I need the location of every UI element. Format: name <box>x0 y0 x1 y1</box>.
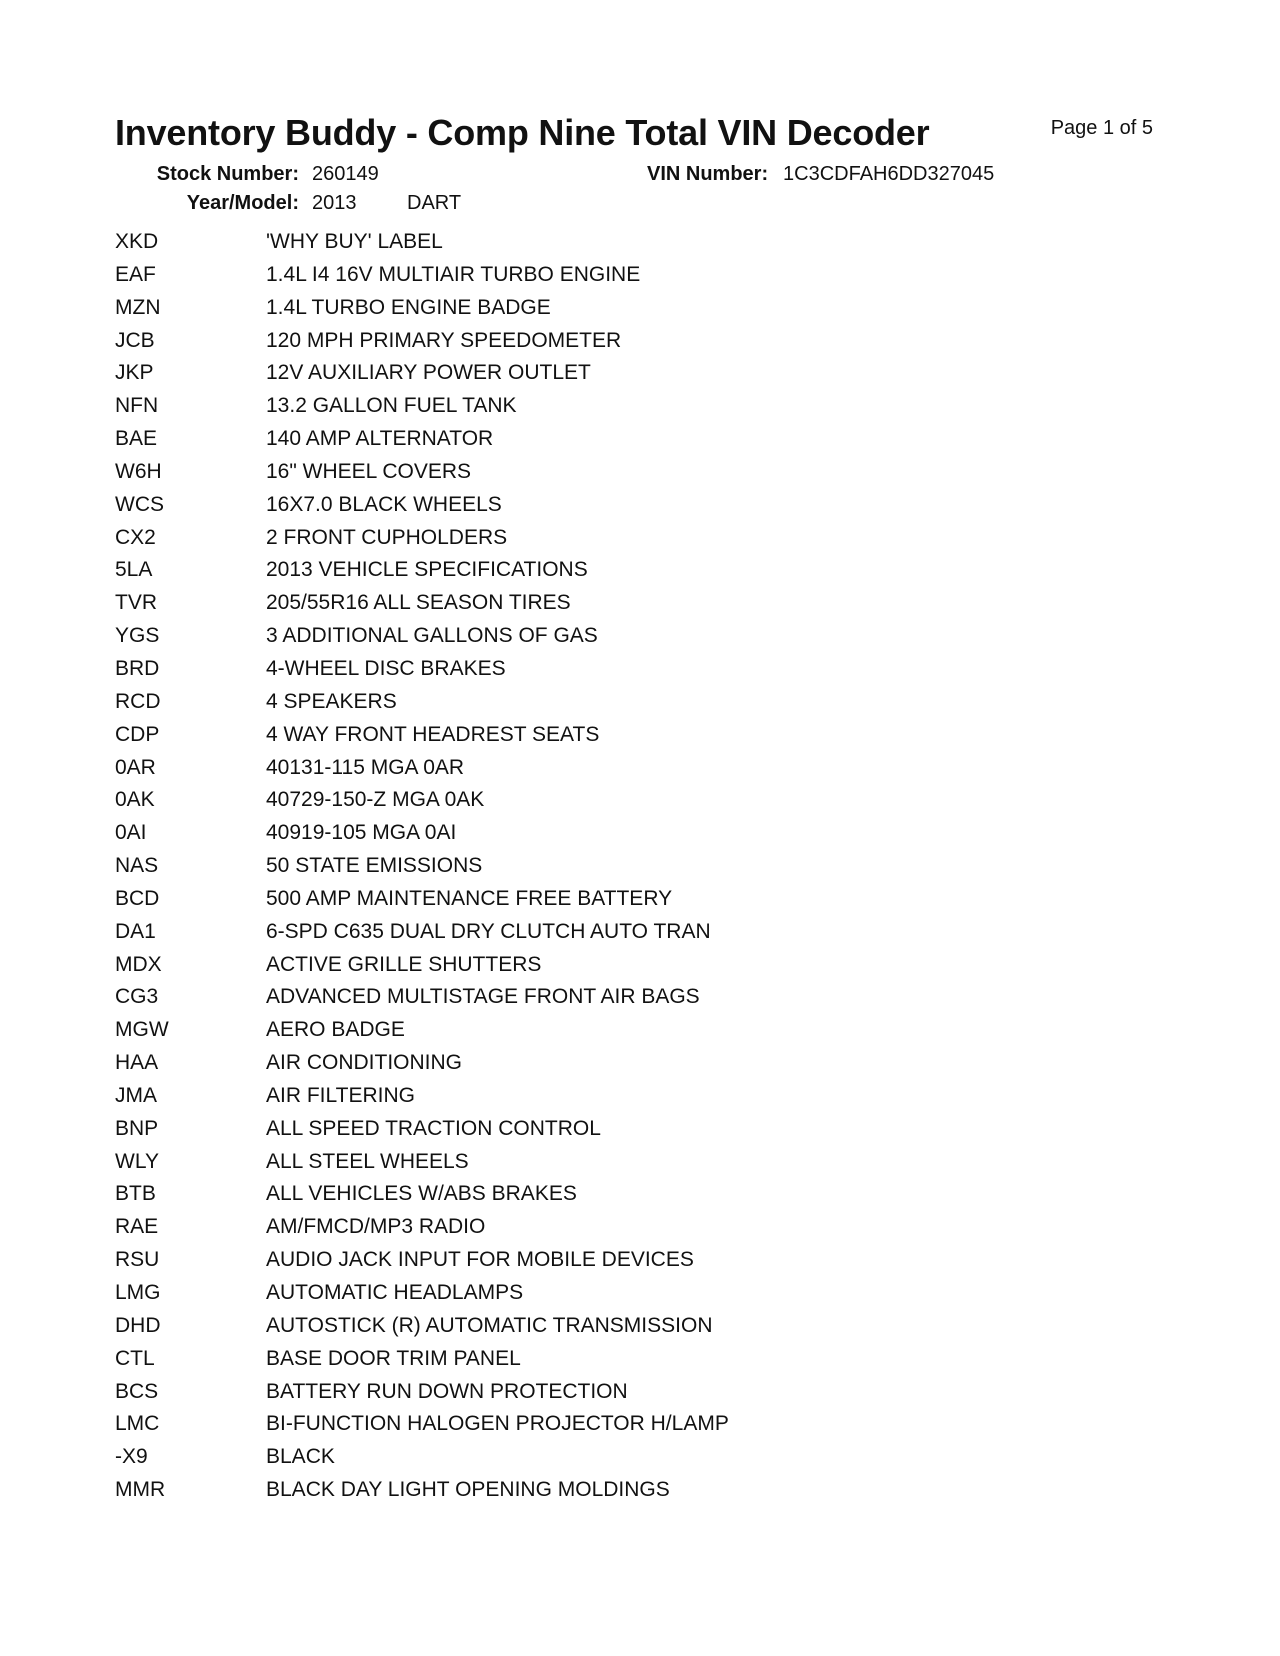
stock-number-value: 260149 <box>312 163 379 185</box>
option-row <box>115 296 1015 329</box>
option-code: XKD <box>115 230 159 253</box>
option-code: WLY <box>115 1149 159 1173</box>
option-code: W6H <box>115 459 162 483</box>
option-row <box>115 591 1015 624</box>
option-code: LMG <box>115 1281 161 1304</box>
option-code: RCD <box>115 689 161 713</box>
option-description: 'WHY BUY' LABEL <box>266 230 443 253</box>
option-row <box>115 657 1015 690</box>
option-code: RSU <box>115 1248 160 1272</box>
option-row <box>115 558 1015 591</box>
option-code: MZN <box>115 295 161 319</box>
option-row <box>115 394 1015 427</box>
option-description: BLACK <box>266 1445 335 1469</box>
option-row <box>115 723 1015 756</box>
option-description: 12V AUXILIARY POWER OUTLET <box>266 361 591 385</box>
option-row <box>115 361 1015 394</box>
option-description: 1.4L TURBO ENGINE BADGE <box>266 295 551 319</box>
option-description: 2 FRONT CUPHOLDERS <box>266 525 508 549</box>
option-code: JCB <box>115 328 155 352</box>
option-row <box>115 493 1015 526</box>
option-row <box>115 427 1015 460</box>
option-row <box>115 920 1015 953</box>
option-description: 16X7.0 BLACK WHEELS <box>266 492 502 516</box>
option-code: WCS <box>115 492 164 516</box>
option-description: 205/55R16 ALL SEASON TIRES <box>266 591 571 615</box>
option-row <box>115 788 1015 821</box>
option-row <box>115 1248 1015 1281</box>
option-row <box>115 526 1015 559</box>
option-code: DHD <box>115 1313 161 1337</box>
option-description: ALL STEEL WHEELS <box>266 1149 469 1173</box>
option-code: NAS <box>115 854 159 878</box>
option-code: TVR <box>115 591 157 615</box>
option-row <box>115 1281 1015 1314</box>
option-row <box>115 1051 1015 1084</box>
option-code: CTL <box>115 1346 155 1370</box>
option-row <box>115 985 1015 1018</box>
option-description: BLACK DAY LIGHT OPENING MOLDINGS <box>266 1478 670 1502</box>
option-code: JMA <box>115 1083 157 1107</box>
option-description: AUDIO JACK INPUT FOR MOBILE DEVICES <box>266 1248 694 1272</box>
option-description: AUTOSTICK (R) AUTOMATIC TRANSMISSION <box>266 1313 713 1337</box>
option-description: AERO BADGE <box>266 1018 405 1042</box>
option-description: BATTERY RUN DOWN PROTECTION <box>266 1379 628 1403</box>
option-code: BCD <box>115 886 160 910</box>
option-row <box>115 953 1015 986</box>
option-code: -X9 <box>115 1445 148 1469</box>
option-description: 4-WHEEL DISC BRAKES <box>266 656 506 680</box>
option-description: BI-FUNCTION HALOGEN PROJECTOR H/LAMP <box>266 1412 729 1436</box>
option-row <box>115 230 1015 263</box>
option-row <box>115 624 1015 657</box>
option-code: CX2 <box>115 525 156 549</box>
option-code: EAF <box>115 262 156 286</box>
option-code: DA1 <box>115 919 156 943</box>
option-row <box>115 1380 1015 1413</box>
option-code: BNP <box>115 1116 159 1140</box>
option-description: AIR CONDITIONING <box>266 1051 463 1075</box>
option-code: 0AR <box>115 755 156 779</box>
option-description: AIR FILTERING <box>266 1083 415 1107</box>
option-description: 6-SPD C635 DUAL DRY CLUTCH AUTO TRAN <box>266 919 711 943</box>
option-description: ADVANCED MULTISTAGE FRONT AIR BAGS <box>266 985 700 1009</box>
option-description: 4 SPEAKERS <box>266 689 397 713</box>
option-row <box>115 887 1015 920</box>
option-row <box>115 1215 1015 1248</box>
option-row <box>115 1018 1015 1051</box>
option-description: 16" WHEEL COVERS <box>266 459 472 483</box>
option-code: JKP <box>115 361 154 385</box>
options-list <box>115 230 1015 1511</box>
option-row <box>115 1412 1015 1445</box>
option-description: 1.4L I4 16V MULTIAIR TURBO ENGINE <box>266 262 641 286</box>
option-row <box>115 821 1015 854</box>
option-description: ALL VEHICLES W/ABS BRAKES <box>266 1182 577 1206</box>
option-description: 120 MPH PRIMARY SPEEDOMETER <box>266 328 622 352</box>
option-code: LMC <box>115 1412 160 1436</box>
option-description: 2013 VEHICLE SPECIFICATIONS <box>266 558 588 582</box>
option-code: NFN <box>115 394 159 418</box>
option-description: 500 AMP MAINTENANCE FREE BATTERY <box>266 886 673 910</box>
option-row <box>115 854 1015 887</box>
option-code: BAE <box>115 427 158 451</box>
option-row <box>115 1314 1015 1347</box>
option-description: 140 AMP ALTERNATOR <box>266 427 494 451</box>
option-row <box>115 690 1015 723</box>
option-row <box>115 329 1015 362</box>
option-description: BASE DOOR TRIM PANEL <box>266 1346 521 1370</box>
option-description: 40131-115 MGA 0AR <box>266 755 465 779</box>
option-description: 40729-150-Z MGA 0AK <box>266 788 485 812</box>
year-model-label: Year/Model: <box>186 192 299 214</box>
option-code: YGS <box>115 624 160 648</box>
page-number: Page 1 of 5 <box>1050 117 1153 139</box>
option-description: AM/FMCD/MP3 RADIO <box>266 1215 486 1239</box>
option-code: BCS <box>115 1379 159 1403</box>
option-description: 3 ADDITIONAL GALLONS OF GAS <box>266 624 598 648</box>
option-code: HAA <box>115 1051 159 1075</box>
option-row <box>115 1445 1015 1478</box>
option-row <box>115 1347 1015 1380</box>
option-row <box>115 1084 1015 1117</box>
option-code: 0AK <box>115 788 155 812</box>
option-row <box>115 1182 1015 1215</box>
option-description: AUTOMATIC HEADLAMPS <box>266 1281 524 1304</box>
option-code: CDP <box>115 722 160 746</box>
option-code: BRD <box>115 656 160 680</box>
option-row <box>115 1117 1015 1150</box>
option-row <box>115 460 1015 493</box>
option-row <box>115 263 1015 296</box>
option-description: 4 WAY FRONT HEADREST SEATS <box>266 722 600 746</box>
option-code: BTB <box>115 1182 156 1206</box>
option-row <box>115 756 1015 789</box>
option-code: RAE <box>115 1215 159 1239</box>
option-row <box>115 1478 1015 1511</box>
option-description: 13.2 GALLON FUEL TANK <box>266 394 517 418</box>
option-description: ALL SPEED TRACTION CONTROL <box>266 1116 601 1140</box>
option-description: ACTIVE GRILLE SHUTTERS <box>266 952 542 976</box>
option-description: 50 STATE EMISSIONS <box>266 854 483 878</box>
year-value: 2013 <box>312 192 357 214</box>
option-row <box>115 1150 1015 1183</box>
option-code: MDX <box>115 952 162 976</box>
option-description: 40919-105 MGA 0AI <box>266 821 457 845</box>
option-code: CG3 <box>115 985 159 1009</box>
model-value: DART <box>407 192 462 214</box>
option-code: 0AI <box>115 821 147 845</box>
option-code: MGW <box>115 1018 169 1042</box>
vin-number-value: 1C3CDFAH6DD327045 <box>783 163 995 185</box>
option-code: MMR <box>115 1478 166 1502</box>
stock-number-label: Stock Number: <box>156 163 299 185</box>
vin-number-label: VIN Number: <box>647 163 769 185</box>
page-title: Inventory Buddy - Comp Nine Total VIN Decoder <box>115 112 930 153</box>
option-code: 5LA <box>115 558 153 582</box>
